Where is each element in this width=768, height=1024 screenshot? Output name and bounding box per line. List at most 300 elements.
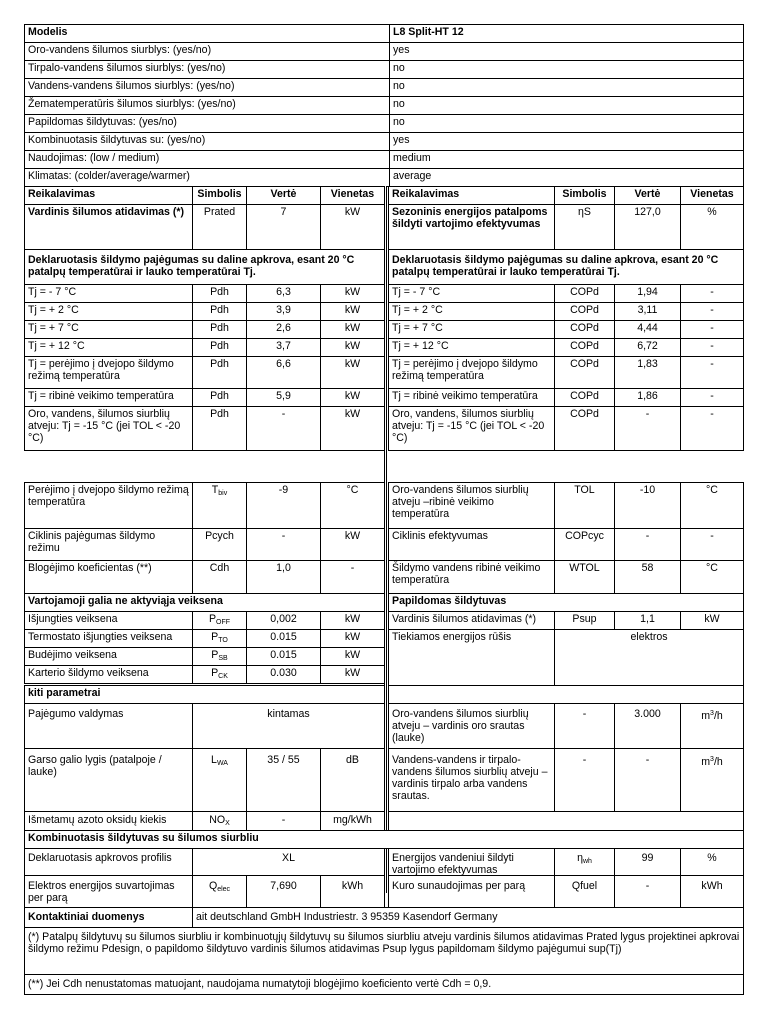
declared-cop-unit xyxy=(680,320,744,339)
inactive-power-heading-text: Vartojamoji galia ne aktyviąja veiksena xyxy=(28,595,223,607)
declared-capacity-symbol-text: Pdh xyxy=(210,408,229,420)
col-header-text: Vienetas xyxy=(330,188,375,200)
rated-output-unit xyxy=(320,204,385,250)
rated-output-symbol xyxy=(192,204,247,250)
declared-cop-value-text: - xyxy=(645,408,650,420)
declared-capacity-value xyxy=(246,356,321,389)
declared-capacity-symbol xyxy=(192,356,247,389)
contact-text: Kontaktiniai duomenys xyxy=(28,911,145,923)
power-mode-text: P xyxy=(211,667,219,679)
other-parameters-heading xyxy=(24,685,385,704)
cycling-efficiency-text: - xyxy=(645,530,650,542)
bivalent-temp-symbol-sub: biv xyxy=(218,490,228,497)
declared-cop-unit xyxy=(680,284,744,303)
declared-capacity-symbol-text: Pdh xyxy=(210,390,229,402)
header-row-text: no xyxy=(393,62,405,74)
power-mode-text: kW xyxy=(344,613,361,625)
brine-flow-text: - xyxy=(645,754,650,766)
water-heating-efficiency-label xyxy=(388,848,555,876)
rated-output-text: Prated xyxy=(203,206,236,218)
water-heating-efficiency-text: 99 xyxy=(641,852,654,864)
declared-capacity-unit xyxy=(320,356,385,389)
model-label-cell xyxy=(24,24,390,43)
declared-capacity-unit-text: kW xyxy=(344,286,361,298)
declared-capacity-value xyxy=(246,406,321,451)
brine-flow-unit-text: m xyxy=(701,756,711,768)
nox-symbol-text: NO xyxy=(209,814,226,826)
water-heating-efficiency-text: % xyxy=(707,852,717,864)
declared-cop-label-text: Tj = ribinė veikimo temperatūra xyxy=(392,390,538,402)
col-header-symbol xyxy=(554,186,615,205)
header-row-text: no xyxy=(393,98,405,110)
declared-cop-label xyxy=(388,302,555,321)
daily-fuel-label xyxy=(388,875,555,908)
nox-value xyxy=(246,811,321,831)
operating-limit-value xyxy=(614,482,681,529)
air-flow-text: - xyxy=(582,708,587,720)
declared-cop-symbol-text: COPd xyxy=(570,358,599,370)
power-mode-value xyxy=(246,665,321,684)
power-mode-unit xyxy=(320,665,385,684)
declared-cop-unit-text: - xyxy=(710,286,714,298)
declared-cop-label xyxy=(388,406,555,451)
power-mode-symbol xyxy=(192,665,247,684)
operating-limit-unit xyxy=(680,482,744,529)
cycling-efficiency-symbol xyxy=(554,528,615,561)
power-mode-unit xyxy=(320,629,385,648)
cycling-efficiency-text: - xyxy=(710,530,714,542)
declared-cop-label-text: Tj = + 7 °C xyxy=(392,322,443,334)
daily-fuel-unit xyxy=(680,875,744,908)
sound-power-symbol-sub: WA xyxy=(216,760,228,767)
bivalent-temp-text: °C xyxy=(346,484,359,496)
declared-capacity-value-text: 3,9 xyxy=(276,304,291,316)
power-mode-symbol-sub: OFF xyxy=(216,619,231,626)
operating-limit-text: TOL xyxy=(574,484,595,496)
declared-capacity-heading xyxy=(24,249,385,285)
load-profile-text: Deklaruotasis apkrovos profilis xyxy=(28,852,172,864)
daily-fuel-text: Qfuel xyxy=(571,880,598,892)
air-flow-unit xyxy=(680,703,744,749)
operating-limit-label xyxy=(388,482,555,529)
degradation-coefficient-text: 1,0 xyxy=(276,562,291,574)
cycling-efficiency-label xyxy=(388,528,555,561)
cycling-efficiency-unit xyxy=(680,528,744,561)
declared-capacity-symbol xyxy=(192,406,247,451)
declared-capacity-unit-text: kW xyxy=(344,340,361,352)
header-row-text: Oro-vandens šilumos siurblys: (yes/no) xyxy=(28,44,212,56)
declared-cop-unit xyxy=(680,302,744,321)
power-mode-text: Termostato išjungties veiksena xyxy=(28,631,173,643)
header-row-value xyxy=(389,60,744,79)
declared-capacity-symbol-text: Pdh xyxy=(210,322,229,334)
seasonal-efficiency-text: % xyxy=(707,206,717,218)
declared-capacity-value xyxy=(246,302,321,321)
air-flow-unit-sup: 3 xyxy=(710,710,714,717)
aux-rated-output-value xyxy=(614,611,681,630)
seasonal-efficiency-label xyxy=(388,204,555,250)
declared-capacity-unit xyxy=(320,406,385,451)
power-mode-symbol-sub: TO xyxy=(218,637,228,644)
declared-cop-symbol xyxy=(554,406,615,451)
nox-symbol xyxy=(192,811,247,831)
daily-fuel-symbol xyxy=(554,875,615,908)
operating-limit-text: -10 xyxy=(639,484,656,496)
nox-label xyxy=(24,811,193,831)
footnote-degradation xyxy=(24,974,744,995)
header-row-text: Papildomas šildytuvas: (yes/no) xyxy=(28,116,177,128)
header-row-value xyxy=(389,132,744,151)
declared-capacity-label-text: Tj = + 7 °C xyxy=(28,322,79,334)
declared-cop-symbol-text: COPd xyxy=(570,304,599,316)
nox-right-blank xyxy=(388,811,744,831)
degradation-coefficient-value xyxy=(246,560,321,594)
nox-unit xyxy=(320,811,385,831)
power-mode-text: Budėjimo veiksena xyxy=(28,649,117,661)
degradation-coefficient-unit xyxy=(320,560,385,594)
seasonal-efficiency-unit xyxy=(680,204,744,250)
power-mode-symbol xyxy=(192,647,247,666)
load-profile-value xyxy=(192,848,385,876)
power-mode-text: Karterio šildymo veiksena xyxy=(28,667,149,679)
seasonal-efficiency-text: ηS xyxy=(578,206,591,218)
nox-text: mg/kWh xyxy=(333,814,372,826)
water-heating-efficiency-value xyxy=(614,848,681,876)
footnote-text: (*) Patalpų šildytuvų su šilumos siurbliu ir kombinuotųjų šildytuvų su šilumos siurbliu atveju vardinis šilumos atidavimas Prated lygus projektinei apkrovai šildymo režimu Pdesign, o papildomo šildytuvo vardinis šilumos atidavimas Psup lygus papildomam šildymo pajėgumui sup(Tj) xyxy=(28,931,740,955)
declared-cop-unit xyxy=(680,406,744,451)
declared-cop-value-text: 6,72 xyxy=(637,340,658,352)
declared-cop-symbol-text: COPd xyxy=(570,408,599,420)
declared-capacity-label xyxy=(24,302,193,321)
header-row-text: no xyxy=(393,80,405,92)
brine-flow-text: Vandens-vandens ir tirpalo-vandens šilumos siurblių atveju – vardinis tirpalo arba vandens srautas. xyxy=(392,754,548,802)
sound-power-symbol-text: L xyxy=(211,754,217,766)
bivalent-temp-value xyxy=(246,482,321,529)
air-flow-label xyxy=(388,703,555,749)
declared-capacity-symbol xyxy=(192,284,247,303)
declared-cop-label-text: Oro, vandens, šilumos siurblių atveju: Tj = -15 °C (jei TOL < -20 °C) xyxy=(392,408,545,444)
sound-power-text: 35 / 55 xyxy=(267,754,300,766)
cycling-capacity-text: Pcych xyxy=(205,530,234,542)
declared-capacity-symbol xyxy=(192,388,247,407)
daily-electricity-text: kWh xyxy=(341,880,364,892)
declared-capacity-unit xyxy=(320,338,385,357)
declared-capacity-label xyxy=(24,320,193,339)
declared-cop-unit xyxy=(680,338,744,357)
footnote-text: (**) Jei Cdh nenustatomas matuojant, naudojama numatytoji blogėjimo koeficiento vertė Cdh = 0,9. xyxy=(28,978,492,990)
water-heating-efficiency-symbol-text: η xyxy=(577,852,583,864)
contact-value xyxy=(192,907,744,928)
power-mode-text: kW xyxy=(344,667,361,679)
declared-cop-unit xyxy=(680,356,744,389)
cycling-efficiency-text: Ciklinis efektyvumas xyxy=(392,530,488,542)
contact-text: ait deutschland GmbH Industriestr. 3 95359 Kasendorf Germany xyxy=(196,911,498,923)
declared-cop-value xyxy=(614,338,681,357)
power-mode-label xyxy=(24,611,193,630)
air-flow-text: 3.000 xyxy=(634,708,661,720)
combi-heater-heading xyxy=(24,830,744,849)
water-limit-temp-text: WTOL xyxy=(569,562,600,574)
rated-output-label xyxy=(24,204,193,250)
declared-cop-label xyxy=(388,388,555,407)
declared-capacity-label-text: Tj = perėjimo į dvejopo šildymo režimą temperatūra xyxy=(28,358,174,382)
water-limit-temp-text: °C xyxy=(706,562,718,574)
declared-capacity-unit-text: kW xyxy=(344,304,361,316)
energy-type-value xyxy=(554,629,744,686)
header-row-label xyxy=(24,150,390,169)
col-header-value xyxy=(614,186,681,205)
power-mode-symbol xyxy=(192,611,247,630)
declared-cop-unit xyxy=(680,388,744,407)
header-row-label xyxy=(24,168,390,187)
declared-cop-symbol-text: COPd xyxy=(570,322,599,334)
declared-capacity-value-text: 3,7 xyxy=(276,340,291,352)
load-profile-text: XL xyxy=(282,852,295,864)
declared-cop-value-text: 1,86 xyxy=(637,390,658,402)
col-header-value xyxy=(246,186,321,205)
declared-cop-value xyxy=(614,320,681,339)
declared-capacity-unit xyxy=(320,284,385,303)
energy-type-text: Tiekiamos energijos rūšis xyxy=(392,631,512,643)
power-mode-text: P xyxy=(211,631,219,643)
seasonal-efficiency-symbol xyxy=(554,204,615,250)
col-header-text: Reikalavimas xyxy=(392,188,460,200)
power-mode-text: 0.015 xyxy=(270,649,297,661)
declared-cop-symbol xyxy=(554,338,615,357)
header-row-text: Naudojimas: (low / medium) xyxy=(28,152,160,164)
water-limit-temp-unit xyxy=(680,560,744,594)
water-limit-temp-label xyxy=(388,560,555,594)
nox-text: - xyxy=(281,814,286,826)
declared-cop-label-text: Tj = + 12 °C xyxy=(392,340,449,352)
power-mode-text: P xyxy=(208,613,217,625)
header-row-text: no xyxy=(393,116,405,128)
sound-power-unit xyxy=(320,748,385,812)
declared-capacity-value-text: - xyxy=(281,408,286,420)
bivalent-temp-text: -9 xyxy=(278,484,289,496)
brine-flow-unit-tail: /h xyxy=(713,756,723,768)
declared-capacity-unit xyxy=(320,388,385,407)
declared-cop-symbol xyxy=(554,302,615,321)
aux-rated-output-text: kW xyxy=(704,613,720,625)
header-row-text: average xyxy=(393,170,432,182)
power-mode-label xyxy=(24,629,193,648)
declared-cop-label xyxy=(388,320,555,339)
model-label: Modelis xyxy=(28,26,68,38)
cycling-capacity-label xyxy=(24,528,193,561)
capacity-control-label xyxy=(24,703,193,749)
header-row-label xyxy=(24,42,390,61)
power-mode-label xyxy=(24,647,193,666)
daily-electricity-symbol-text: Q xyxy=(208,880,218,892)
water-heating-efficiency-symbol xyxy=(554,848,615,876)
sound-power-value xyxy=(246,748,321,812)
air-flow-symbol xyxy=(554,703,615,749)
aux-rated-output-label xyxy=(388,611,555,630)
declared-cop-unit-text: - xyxy=(710,304,714,316)
seasonal-efficiency-text: Sezoninis energijos patalpoms šildyti vartojimo efektyvumas xyxy=(392,206,548,230)
declared-cop-unit-text: - xyxy=(710,390,714,402)
declared-cop-symbol-text: COPd xyxy=(570,340,599,352)
degradation-coefficient-label xyxy=(24,560,193,594)
power-mode-text: 0.015 xyxy=(270,631,297,643)
daily-electricity-symbol-sub: elec xyxy=(217,886,231,893)
combi-heater-heading-text: Kombinuotasis šildytuvas su šilumos siurbliu xyxy=(28,832,259,844)
power-mode-unit xyxy=(320,611,385,630)
power-mode-unit xyxy=(320,647,385,666)
power-mode-symbol xyxy=(192,629,247,648)
declared-capacity-unit-text: kW xyxy=(344,358,361,370)
header-row-value xyxy=(389,42,744,61)
brine-flow-value xyxy=(614,748,681,812)
daily-electricity-symbol xyxy=(192,875,247,908)
declared-cop-label xyxy=(388,338,555,357)
declared-cop-value-text: 1,94 xyxy=(637,286,658,298)
nox-symbol-sub: X xyxy=(225,820,230,827)
daily-fuel-value xyxy=(614,875,681,908)
declared-cop-label-text: Tj = perėjimo į dvejopo šildymo režimą temperatūra xyxy=(392,358,538,382)
seasonal-efficiency-text: 127,0 xyxy=(634,206,661,218)
declared-capacity-unit xyxy=(320,302,385,321)
declared-capacity-value xyxy=(246,338,321,357)
header-row-text: Vandens-vandens šilumos siurblys: (yes/no) xyxy=(28,80,235,92)
declared-capacity-label-text: Oro, vandens, šilumos siurblių atveju: Tj = -15 °C (jei TOL < -20 °C) xyxy=(28,408,181,444)
declared-capacity-unit xyxy=(320,320,385,339)
cycling-capacity-value xyxy=(246,528,321,561)
declared-capacity-symbol xyxy=(192,338,247,357)
declared-cop-unit-text: - xyxy=(710,408,714,420)
capacity-control-text: kintamas xyxy=(267,708,310,720)
cycling-capacity-symbol xyxy=(192,528,247,561)
daily-fuel-text: - xyxy=(645,880,650,892)
nox-text: Išmetamų azoto oksidų kiekis xyxy=(28,814,167,826)
brine-flow-label xyxy=(388,748,555,812)
degradation-coefficient-text: Blogėjimo koeficientas (**) xyxy=(28,562,152,574)
cycling-capacity-text: Ciklinis pajėgumas šildymo režimu xyxy=(28,530,156,554)
header-row-label xyxy=(24,114,390,133)
declared-capacity-label-text: Tj = + 2 °C xyxy=(28,304,79,316)
declared-capacity-value-text: 5,9 xyxy=(276,390,291,402)
declared-capacity-unit-text: kW xyxy=(344,408,361,420)
air-flow-value xyxy=(614,703,681,749)
air-flow-unit-tail: /h xyxy=(713,710,723,722)
aux-rated-output-text: Psup xyxy=(572,613,597,625)
power-mode-text: 0.030 xyxy=(270,667,297,679)
other-parameters-blank xyxy=(388,685,744,704)
degradation-coefficient-text: - xyxy=(350,562,355,574)
declared-cop-value-text: 1,83 xyxy=(637,358,658,370)
power-mode-text: P xyxy=(211,649,219,661)
power-mode-symbol-sub: SB xyxy=(218,655,228,662)
declared-capacity-value-text: 6,3 xyxy=(276,286,291,298)
declared-capacity-symbol-text: Pdh xyxy=(210,358,229,370)
brine-flow-text: - xyxy=(582,754,587,766)
aux-rated-output-text: Vardinis šilumos atidavimas (*) xyxy=(392,613,537,625)
rated-output-text: 7 xyxy=(280,206,287,218)
header-row-label xyxy=(24,132,390,151)
water-limit-temp-symbol xyxy=(554,560,615,594)
declared-capacity-symbol-text: Pdh xyxy=(210,286,229,298)
aux-rated-output-symbol xyxy=(554,611,615,630)
air-flow-unit-text: m xyxy=(701,710,711,722)
capacity-control-text: Pajėgumo valdymas xyxy=(28,708,124,720)
declared-cop-unit-text: - xyxy=(710,358,714,370)
col-header-text: Vienetas xyxy=(690,188,734,200)
power-mode-text: Išjungties veiksena xyxy=(28,613,118,625)
header-row-label xyxy=(24,78,390,97)
col-header-text: Simbolis xyxy=(562,188,607,200)
aux-rated-output-unit xyxy=(680,611,744,630)
sound-power-symbol xyxy=(192,748,247,812)
seasonal-efficiency-value xyxy=(614,204,681,250)
aux-rated-output-text: 1,1 xyxy=(640,613,655,625)
model-value: L8 Split-HT 12 xyxy=(393,26,464,38)
degradation-coefficient-symbol xyxy=(192,560,247,594)
col-header-requirement xyxy=(388,186,555,205)
power-mode-text: kW xyxy=(344,649,361,661)
power-mode-value xyxy=(246,647,321,666)
water-limit-temp-text: 58 xyxy=(641,562,654,574)
declared-cop-value-text: 3,11 xyxy=(637,304,658,316)
bivalent-temp-symbol-text: T xyxy=(211,484,219,496)
declared-heading-text: Deklaruotasis šildymo pajėgumas su daline apkrova, esant 20 °C patalpų temperatūrai ir lauko temperatūrai Tj. xyxy=(28,254,355,278)
declared-cop-value xyxy=(614,284,681,303)
daily-electricity-text: 7,690 xyxy=(270,880,297,892)
declared-cop-value xyxy=(614,406,681,451)
declared-cop-symbol-text: COPd xyxy=(570,286,599,298)
declared-capacity-label xyxy=(24,356,193,389)
col-header-text: Reikalavimas xyxy=(28,188,96,200)
declared-cop-heading xyxy=(388,249,744,285)
degradation-coefficient-text: Cdh xyxy=(209,562,230,574)
water-heating-efficiency-unit xyxy=(680,848,744,876)
declared-capacity-value-text: 2,6 xyxy=(276,322,291,334)
sound-power-text: Garso galio lygis (patalpoje / lauke) xyxy=(28,754,162,778)
header-row-value xyxy=(389,168,744,187)
header-row-label xyxy=(24,96,390,115)
declared-capacity-value xyxy=(246,320,321,339)
cycling-efficiency-text: COPcyc xyxy=(565,530,604,542)
declared-capacity-label xyxy=(24,388,193,407)
col-header-requirement xyxy=(24,186,193,205)
header-row-value xyxy=(389,114,744,133)
contact-label xyxy=(24,907,193,928)
header-row-value xyxy=(389,96,744,115)
declared-capacity-value xyxy=(246,388,321,407)
col-header-text: Vertė xyxy=(270,188,297,200)
other-parameters-heading-text: kiti parametrai xyxy=(28,687,101,699)
declared-cop-value xyxy=(614,388,681,407)
power-mode-value xyxy=(246,629,321,648)
water-limit-temp-value xyxy=(614,560,681,594)
declared-cop-symbol-text: COPd xyxy=(570,390,599,402)
bivalent-temp-text: Perėjimo į dvejopo šildymo režimą temperatūra xyxy=(28,484,189,508)
header-row-value xyxy=(389,78,744,97)
cycling-efficiency-value xyxy=(614,528,681,561)
daily-electricity-label xyxy=(24,875,193,908)
water-limit-temp-text: Šildymo vandens ribinė veikimo temperatūra xyxy=(392,562,541,586)
brine-flow-unit xyxy=(680,748,744,812)
model-value-cell xyxy=(389,24,744,43)
declared-capacity-unit-text: kW xyxy=(344,322,361,334)
daily-electricity-unit xyxy=(320,875,385,908)
aux-heater-heading xyxy=(388,593,744,612)
daily-fuel-text: kWh xyxy=(701,880,723,892)
sound-power-label xyxy=(24,748,193,812)
sound-power-text: dB xyxy=(346,754,359,766)
header-row-text: yes xyxy=(393,134,410,146)
rated-output-value xyxy=(246,204,321,250)
